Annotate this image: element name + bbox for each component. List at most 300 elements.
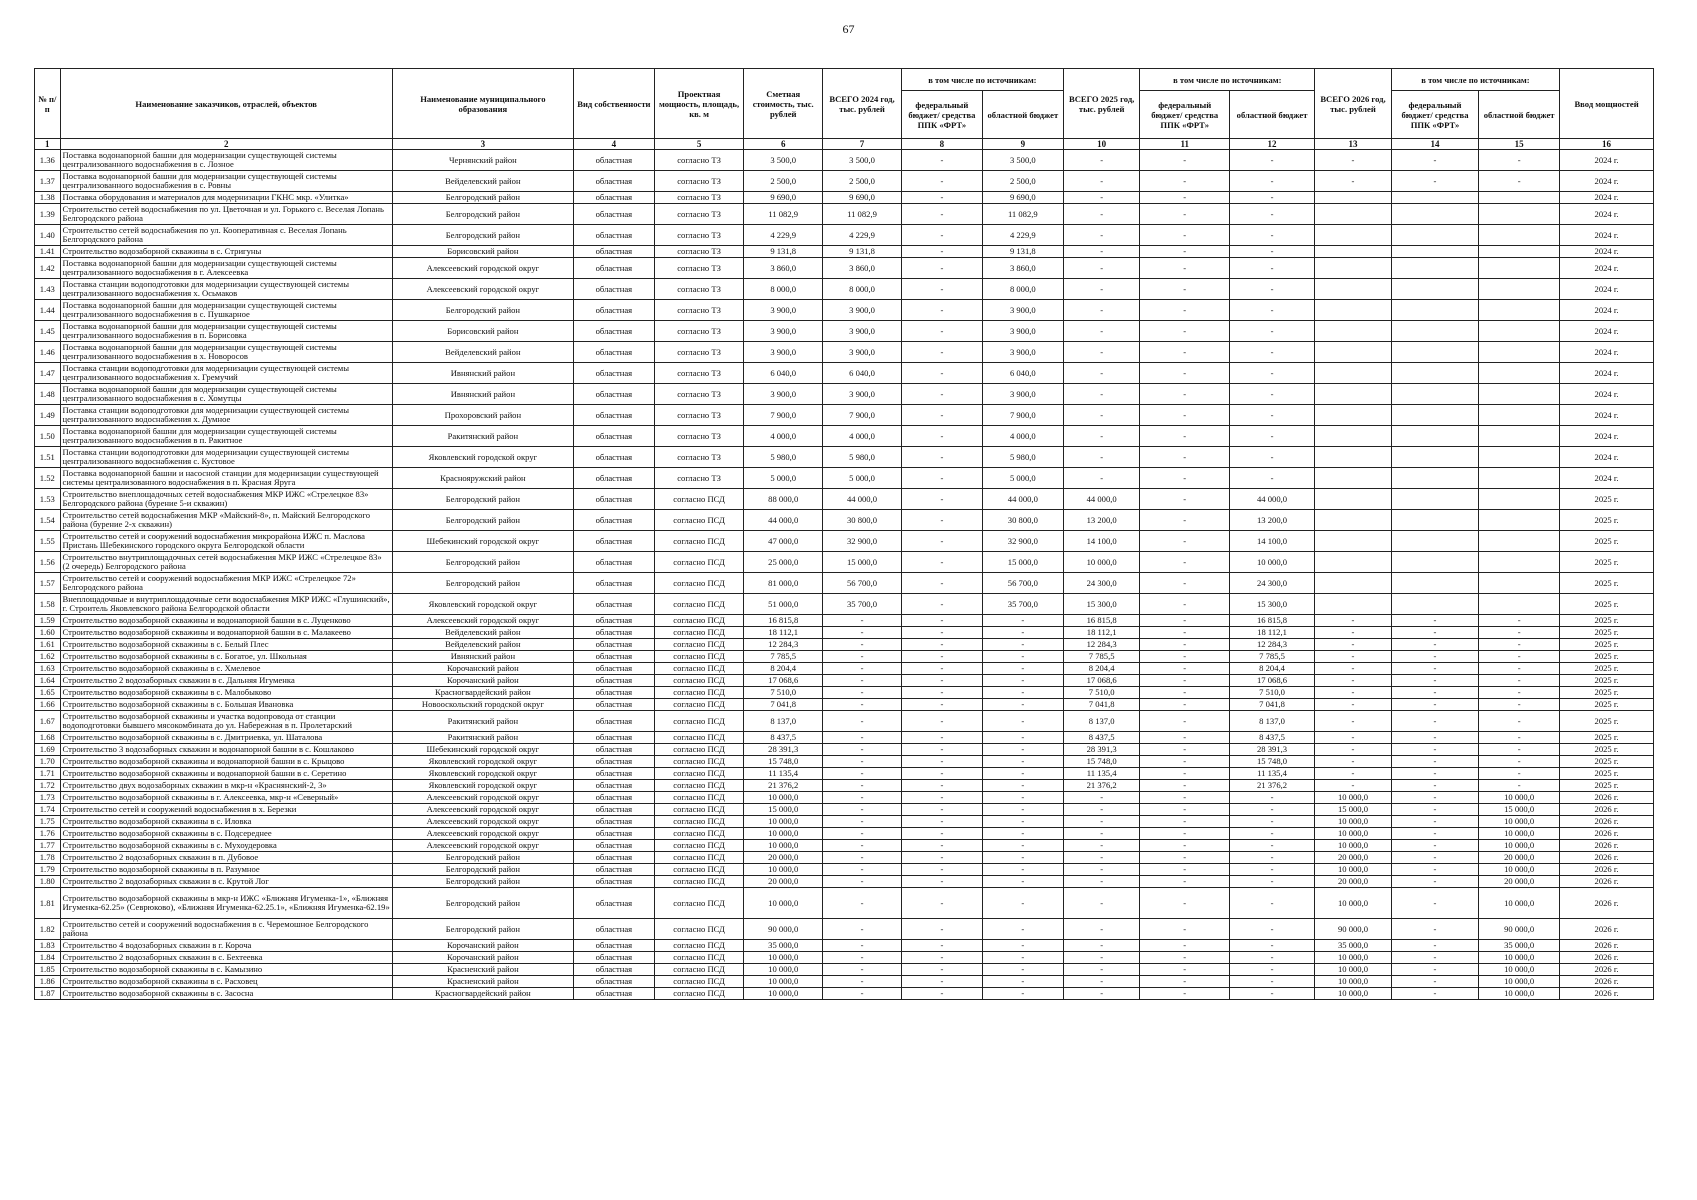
cell-total-2025: -	[1063, 952, 1140, 964]
cell-estimated-cost: 3 900,0	[744, 300, 823, 321]
cell-estimated-cost: 51 000,0	[744, 594, 823, 615]
cell-federal-2025: -	[1140, 744, 1229, 756]
cell-regional-2024: -	[982, 816, 1063, 828]
cell-total-2024: -	[823, 687, 902, 699]
cell-total-2025: -	[1063, 876, 1140, 888]
cell-total-2026: 10 000,0	[1315, 828, 1392, 840]
cell-federal-2025: -	[1140, 342, 1229, 363]
cell-capacity: согласно ПСД	[654, 711, 743, 732]
cell-federal-2025: -	[1140, 780, 1229, 792]
cell-regional-2025: 8 137,0	[1229, 711, 1314, 732]
table-row	[35, 246, 1654, 258]
cell-total-2026	[1315, 468, 1392, 489]
cell-federal-2024: -	[901, 204, 982, 225]
cell-row-number: 1.53	[35, 489, 61, 510]
cell-federal-2024: -	[901, 594, 982, 615]
cell-total-2026: 10 000,0	[1315, 840, 1392, 852]
cell-commissioning-year: 2024 г.	[1560, 300, 1654, 321]
cell-regional-2025: 7 041,8	[1229, 699, 1314, 711]
cell-row-number: 1.56	[35, 552, 61, 573]
cell-commissioning-year: 2024 г.	[1560, 204, 1654, 225]
cell-regional-2026	[1479, 573, 1560, 594]
cell-federal-2024: -	[901, 699, 982, 711]
cell-commissioning-year: 2024 г.	[1560, 150, 1654, 171]
cell-ownership: областная	[573, 744, 654, 756]
column-number: 6	[744, 139, 823, 150]
cell-federal-2025: -	[1140, 711, 1229, 732]
cell-row-number: 1.39	[35, 204, 61, 225]
cell-federal-2025: -	[1140, 699, 1229, 711]
cell-row-number: 1.46	[35, 342, 61, 363]
cell-ownership: областная	[573, 940, 654, 952]
cell-federal-2026: -	[1391, 804, 1478, 816]
cell-total-2026: -	[1315, 150, 1392, 171]
cell-commissioning-year: 2024 г.	[1560, 468, 1654, 489]
cell-federal-2025: -	[1140, 405, 1229, 426]
cell-ownership: областная	[573, 468, 654, 489]
cell-total-2025: 13 200,0	[1063, 510, 1140, 531]
cell-total-2026: 10 000,0	[1315, 816, 1392, 828]
cell-municipality: Белгородский район	[392, 876, 573, 888]
cell-total-2024: -	[823, 864, 902, 876]
cell-federal-2025: -	[1140, 300, 1229, 321]
cell-total-2026: -	[1315, 768, 1392, 780]
cell-regional-2025: -	[1229, 919, 1314, 940]
header-federal-2026: федеральный бюджет/ средства ППК «ФРТ»	[1391, 91, 1478, 139]
cell-federal-2026: -	[1391, 816, 1478, 828]
cell-ownership: областная	[573, 675, 654, 687]
cell-regional-2026: -	[1479, 675, 1560, 687]
cell-regional-2026: -	[1479, 756, 1560, 768]
cell-federal-2024: -	[901, 489, 982, 510]
cell-total-2026: -	[1315, 171, 1392, 192]
cell-total-2026	[1315, 531, 1392, 552]
cell-estimated-cost: 20 000,0	[744, 852, 823, 864]
cell-federal-2026: -	[1391, 888, 1478, 919]
cell-capacity: согласно ПСД	[654, 627, 743, 639]
cell-regional-2024: -	[982, 780, 1063, 792]
cell-row-number: 1.70	[35, 756, 61, 768]
cell-total-2025: -	[1063, 804, 1140, 816]
cell-regional-2026: 10 000,0	[1479, 828, 1560, 840]
cell-federal-2024: -	[901, 627, 982, 639]
cell-estimated-cost: 7 510,0	[744, 687, 823, 699]
cell-capacity: согласно ТЗ	[654, 342, 743, 363]
cell-row-number: 1.68	[35, 732, 61, 744]
cell-federal-2025: -	[1140, 675, 1229, 687]
table-row	[35, 744, 1654, 756]
cell-total-2024: -	[823, 780, 902, 792]
cell-municipality: Алексеевский городской округ	[392, 792, 573, 804]
cell-commissioning-year: 2024 г.	[1560, 447, 1654, 468]
cell-regional-2025: 13 200,0	[1229, 510, 1314, 531]
cell-object-name: Строительство водозаборной скважины в с. Камызино	[60, 964, 392, 976]
cell-total-2026	[1315, 510, 1392, 531]
cell-municipality: Белгородский район	[392, 300, 573, 321]
cell-row-number: 1.86	[35, 976, 61, 988]
cell-total-2026: 10 000,0	[1315, 792, 1392, 804]
cell-ownership: областная	[573, 342, 654, 363]
cell-object-name: Поставка водонапорной башни для модернизации существующей системы централизованного водоснабжения в п. Ракитное	[60, 426, 392, 447]
cell-federal-2026: -	[1391, 876, 1478, 888]
cell-ownership: областная	[573, 405, 654, 426]
cell-estimated-cost: 12 284,3	[744, 639, 823, 651]
cell-total-2026	[1315, 426, 1392, 447]
cell-row-number: 1.47	[35, 363, 61, 384]
cell-regional-2025: -	[1229, 150, 1314, 171]
cell-commissioning-year: 2026 г.	[1560, 840, 1654, 852]
cell-regional-2024: -	[982, 804, 1063, 816]
cell-regional-2026	[1479, 384, 1560, 405]
cell-regional-2024: 3 860,0	[982, 258, 1063, 279]
cell-object-name: Строительство водозаборной скважины в с. Хмелевое	[60, 663, 392, 675]
cell-object-name: Строительство сетей водоснабжения по ул. Цветочная и ул. Горького с. Веселая Лопань Белгородского района	[60, 204, 392, 225]
cell-estimated-cost: 16 815,8	[744, 615, 823, 627]
cell-federal-2025: -	[1140, 828, 1229, 840]
cell-capacity: согласно ПСД	[654, 699, 743, 711]
cell-regional-2026: 10 000,0	[1479, 988, 1560, 1000]
table-row	[35, 204, 1654, 225]
cell-object-name: Поставка водонапорной башни для модернизации существующей системы централизованного водоснабжения в г. Алексеевка	[60, 258, 392, 279]
cell-commissioning-year: 2025 г.	[1560, 627, 1654, 639]
cell-federal-2026: -	[1391, 976, 1478, 988]
cell-regional-2026: -	[1479, 663, 1560, 675]
column-number: 12	[1229, 139, 1314, 150]
cell-commissioning-year: 2026 г.	[1560, 876, 1654, 888]
cell-federal-2026	[1391, 594, 1478, 615]
cell-row-number: 1.54	[35, 510, 61, 531]
cell-object-name: Строительство 2 водозаборных скважин в с. Бехтеевка	[60, 952, 392, 964]
cell-regional-2026	[1479, 489, 1560, 510]
cell-regional-2026: 10 000,0	[1479, 816, 1560, 828]
cell-ownership: областная	[573, 573, 654, 594]
cell-total-2024: -	[823, 792, 902, 804]
cell-total-2025: -	[1063, 816, 1140, 828]
cell-total-2025: 14 100,0	[1063, 531, 1140, 552]
cell-total-2024: -	[823, 888, 902, 919]
cell-regional-2025: 8 204,4	[1229, 663, 1314, 675]
cell-estimated-cost: 9 690,0	[744, 192, 823, 204]
cell-regional-2025: -	[1229, 852, 1314, 864]
cell-federal-2024: -	[901, 639, 982, 651]
cell-row-number: 1.51	[35, 447, 61, 468]
header-object-name: Наименование заказчиков, отраслей, объектов	[60, 69, 392, 139]
cell-row-number: 1.44	[35, 300, 61, 321]
cell-federal-2025: -	[1140, 952, 1229, 964]
cell-row-number: 1.73	[35, 792, 61, 804]
cell-regional-2025: -	[1229, 258, 1314, 279]
cell-regional-2025: -	[1229, 804, 1314, 816]
cell-row-number: 1.57	[35, 573, 61, 594]
cell-total-2024: 3 900,0	[823, 300, 902, 321]
column-number: 5	[654, 139, 743, 150]
cell-commissioning-year: 2025 г.	[1560, 651, 1654, 663]
column-number: 10	[1063, 139, 1140, 150]
cell-capacity: согласно ПСД	[654, 864, 743, 876]
cell-total-2026: 10 000,0	[1315, 976, 1392, 988]
cell-regional-2026: 10 000,0	[1479, 888, 1560, 919]
cell-commissioning-year: 2025 г.	[1560, 489, 1654, 510]
cell-capacity: согласно ТЗ	[654, 171, 743, 192]
cell-federal-2026	[1391, 342, 1478, 363]
cell-object-name: Поставка водонапорной башни и насосной станции для модернизации существующей системы централизованного водоснабжения в п. Красная Яруга	[60, 468, 392, 489]
cell-total-2024: 15 000,0	[823, 552, 902, 573]
cell-commissioning-year: 2026 г.	[1560, 940, 1654, 952]
cell-total-2026: -	[1315, 711, 1392, 732]
cell-federal-2026: -	[1391, 828, 1478, 840]
cell-total-2024: 8 000,0	[823, 279, 902, 300]
cell-regional-2025: -	[1229, 171, 1314, 192]
cell-total-2024: 4 229,9	[823, 225, 902, 246]
cell-commissioning-year: 2024 г.	[1560, 192, 1654, 204]
cell-municipality: Вейделевский район	[392, 171, 573, 192]
table-row	[35, 615, 1654, 627]
cell-municipality: Яковлевский городской округ	[392, 756, 573, 768]
cell-estimated-cost: 15 748,0	[744, 756, 823, 768]
cell-federal-2026: -	[1391, 780, 1478, 792]
table-row	[35, 468, 1654, 489]
table-row	[35, 792, 1654, 804]
cell-capacity: согласно ТЗ	[654, 321, 743, 342]
cell-federal-2026: -	[1391, 768, 1478, 780]
cell-federal-2024: -	[901, 976, 982, 988]
cell-commissioning-year: 2025 г.	[1560, 768, 1654, 780]
cell-object-name: Поставка станции водоподготовки для модернизации существующей системы централизованного водоснабжения х. Гремучий	[60, 363, 392, 384]
cell-federal-2026	[1391, 225, 1478, 246]
cell-capacity: согласно ПСД	[654, 780, 743, 792]
cell-ownership: областная	[573, 663, 654, 675]
cell-capacity: согласно ТЗ	[654, 204, 743, 225]
cell-federal-2024: -	[901, 300, 982, 321]
cell-regional-2025: 17 068,6	[1229, 675, 1314, 687]
cell-federal-2024: -	[901, 768, 982, 780]
table-row	[35, 919, 1654, 940]
cell-municipality: Корочанский район	[392, 940, 573, 952]
table-row	[35, 426, 1654, 447]
cell-regional-2024: 3 900,0	[982, 342, 1063, 363]
cell-estimated-cost: 3 900,0	[744, 384, 823, 405]
cell-federal-2024: -	[901, 988, 982, 1000]
cell-object-name: Строительство водозаборной скважины в с. Белый Плес	[60, 639, 392, 651]
cell-federal-2024: -	[901, 864, 982, 876]
cell-federal-2025: -	[1140, 840, 1229, 852]
cell-municipality: Белгородский район	[392, 864, 573, 876]
cell-estimated-cost: 4 000,0	[744, 426, 823, 447]
cell-regional-2024: 9 690,0	[982, 192, 1063, 204]
cell-total-2024: -	[823, 639, 902, 651]
cell-estimated-cost: 7 041,8	[744, 699, 823, 711]
cell-regional-2026: 90 000,0	[1479, 919, 1560, 940]
cell-regional-2026: -	[1479, 780, 1560, 792]
column-number: 15	[1479, 139, 1560, 150]
cell-regional-2026: -	[1479, 627, 1560, 639]
cell-commissioning-year: 2026 г.	[1560, 988, 1654, 1000]
cell-ownership: областная	[573, 816, 654, 828]
table-row	[35, 171, 1654, 192]
cell-federal-2026: -	[1391, 988, 1478, 1000]
cell-regional-2026: 10 000,0	[1479, 840, 1560, 852]
cell-federal-2025: -	[1140, 687, 1229, 699]
cell-municipality: Ивнянский район	[392, 651, 573, 663]
cell-municipality: Чернянский район	[392, 150, 573, 171]
cell-total-2025: -	[1063, 150, 1140, 171]
cell-federal-2024: -	[901, 828, 982, 840]
cell-federal-2024: -	[901, 876, 982, 888]
cell-row-number: 1.42	[35, 258, 61, 279]
cell-total-2026	[1315, 246, 1392, 258]
cell-total-2026	[1315, 321, 1392, 342]
cell-federal-2025: -	[1140, 594, 1229, 615]
cell-capacity: согласно ПСД	[654, 615, 743, 627]
cell-regional-2026	[1479, 258, 1560, 279]
cell-estimated-cost: 47 000,0	[744, 531, 823, 552]
cell-federal-2024: -	[901, 426, 982, 447]
cell-total-2026	[1315, 204, 1392, 225]
cell-total-2025: -	[1063, 964, 1140, 976]
cell-total-2026	[1315, 489, 1392, 510]
cell-federal-2024: -	[901, 840, 982, 852]
cell-row-number: 1.78	[35, 852, 61, 864]
cell-regional-2026: -	[1479, 711, 1560, 732]
cell-regional-2026	[1479, 405, 1560, 426]
cell-ownership: областная	[573, 804, 654, 816]
cell-total-2024: 3 900,0	[823, 342, 902, 363]
cell-object-name: Строительство сетей и сооружений водоснабжения МКР ИЖС «Стрелецкое 72» Белгородского района	[60, 573, 392, 594]
cell-object-name: Внеплощадочные и внутриплощадочные сети водоснабжения МКР ИЖС «Глушинский», г. Строитель Яковлевского района Белгородской области	[60, 594, 392, 615]
cell-federal-2025: -	[1140, 279, 1229, 300]
cell-ownership: областная	[573, 976, 654, 988]
cell-ownership: областная	[573, 426, 654, 447]
cell-capacity: согласно ТЗ	[654, 300, 743, 321]
cell-total-2024: -	[823, 744, 902, 756]
cell-federal-2024: -	[901, 816, 982, 828]
cell-ownership: областная	[573, 627, 654, 639]
cell-estimated-cost: 88 000,0	[744, 489, 823, 510]
cell-federal-2024: -	[901, 405, 982, 426]
cell-regional-2026: -	[1479, 639, 1560, 651]
cell-federal-2026: -	[1391, 171, 1478, 192]
table-row	[35, 687, 1654, 699]
cell-total-2026: -	[1315, 639, 1392, 651]
cell-regional-2024: -	[982, 732, 1063, 744]
cell-ownership: областная	[573, 510, 654, 531]
cell-regional-2024: 3 900,0	[982, 300, 1063, 321]
cell-total-2024: -	[823, 768, 902, 780]
cell-total-2025: 28 391,3	[1063, 744, 1140, 756]
cell-regional-2025: 7 785,5	[1229, 651, 1314, 663]
cell-row-number: 1.59	[35, 615, 61, 627]
table-row	[35, 675, 1654, 687]
cell-total-2026: 20 000,0	[1315, 852, 1392, 864]
cell-total-2025: 8 137,0	[1063, 711, 1140, 732]
cell-row-number: 1.80	[35, 876, 61, 888]
cell-total-2024: -	[823, 675, 902, 687]
cell-federal-2025: -	[1140, 447, 1229, 468]
cell-federal-2025: -	[1140, 940, 1229, 952]
column-number: 8	[901, 139, 982, 150]
cell-regional-2024: 3 900,0	[982, 384, 1063, 405]
header-regional-2025: областной бюджет	[1229, 91, 1314, 139]
cell-federal-2026	[1391, 384, 1478, 405]
cell-total-2024: 3 900,0	[823, 321, 902, 342]
cell-municipality: Алексеевский городской округ	[392, 816, 573, 828]
column-number: 14	[1391, 139, 1478, 150]
cell-commissioning-year: 2025 г.	[1560, 687, 1654, 699]
cell-regional-2025: 44 000,0	[1229, 489, 1314, 510]
cell-total-2025: 17 068,6	[1063, 675, 1140, 687]
cell-federal-2024: -	[901, 447, 982, 468]
cell-federal-2025: -	[1140, 639, 1229, 651]
cell-federal-2024: -	[901, 279, 982, 300]
cell-estimated-cost: 11 135,4	[744, 768, 823, 780]
cell-commissioning-year: 2026 г.	[1560, 816, 1654, 828]
cell-commissioning-year: 2026 г.	[1560, 864, 1654, 876]
cell-total-2025: 21 376,2	[1063, 780, 1140, 792]
cell-ownership: областная	[573, 840, 654, 852]
cell-commissioning-year: 2026 г.	[1560, 919, 1654, 940]
cell-federal-2025: -	[1140, 384, 1229, 405]
cell-federal-2024: -	[901, 651, 982, 663]
cell-total-2026: -	[1315, 651, 1392, 663]
cell-estimated-cost: 44 000,0	[744, 510, 823, 531]
cell-capacity: согласно ТЗ	[654, 279, 743, 300]
cell-total-2024: 11 082,9	[823, 204, 902, 225]
cell-regional-2026	[1479, 225, 1560, 246]
cell-regional-2024: -	[982, 615, 1063, 627]
cell-capacity: согласно ПСД	[654, 919, 743, 940]
table-row	[35, 732, 1654, 744]
cell-commissioning-year: 2024 г.	[1560, 426, 1654, 447]
cell-total-2024: -	[823, 952, 902, 964]
cell-regional-2024: 35 700,0	[982, 594, 1063, 615]
cell-row-number: 1.74	[35, 804, 61, 816]
cell-regional-2026	[1479, 246, 1560, 258]
cell-capacity: согласно ПСД	[654, 687, 743, 699]
table-row	[35, 594, 1654, 615]
cell-row-number: 1.64	[35, 675, 61, 687]
cell-regional-2025: -	[1229, 940, 1314, 952]
cell-total-2024: 9 131,8	[823, 246, 902, 258]
cell-federal-2025: -	[1140, 888, 1229, 919]
cell-federal-2024: -	[901, 468, 982, 489]
cell-object-name: Строительство водозаборной скважины в с. Стригуны	[60, 246, 392, 258]
cell-total-2024: 5 980,0	[823, 447, 902, 468]
cell-municipality: Белгородский район	[392, 573, 573, 594]
cell-federal-2024: -	[901, 363, 982, 384]
cell-federal-2025: -	[1140, 363, 1229, 384]
cell-commissioning-year: 2026 г.	[1560, 888, 1654, 919]
cell-federal-2025: -	[1140, 663, 1229, 675]
cell-regional-2026	[1479, 426, 1560, 447]
cell-estimated-cost: 9 131,8	[744, 246, 823, 258]
cell-federal-2024: -	[901, 321, 982, 342]
cell-total-2026: 10 000,0	[1315, 888, 1392, 919]
cell-object-name: Строительство 2 водозаборных скважин в с. Дальняя Игуменка	[60, 675, 392, 687]
cell-municipality: Новооскольский городской округ	[392, 699, 573, 711]
cell-estimated-cost: 8 437,5	[744, 732, 823, 744]
cell-federal-2026: -	[1391, 699, 1478, 711]
cell-municipality: Вейделевский район	[392, 627, 573, 639]
cell-total-2025: 8 437,5	[1063, 732, 1140, 744]
cell-row-number: 1.79	[35, 864, 61, 876]
cell-total-2025: -	[1063, 405, 1140, 426]
cell-commissioning-year: 2025 г.	[1560, 531, 1654, 552]
cell-total-2024: -	[823, 816, 902, 828]
cell-total-2026: -	[1315, 615, 1392, 627]
cell-regional-2026	[1479, 468, 1560, 489]
cell-commissioning-year: 2025 г.	[1560, 732, 1654, 744]
cell-municipality: Белгородский район	[392, 552, 573, 573]
